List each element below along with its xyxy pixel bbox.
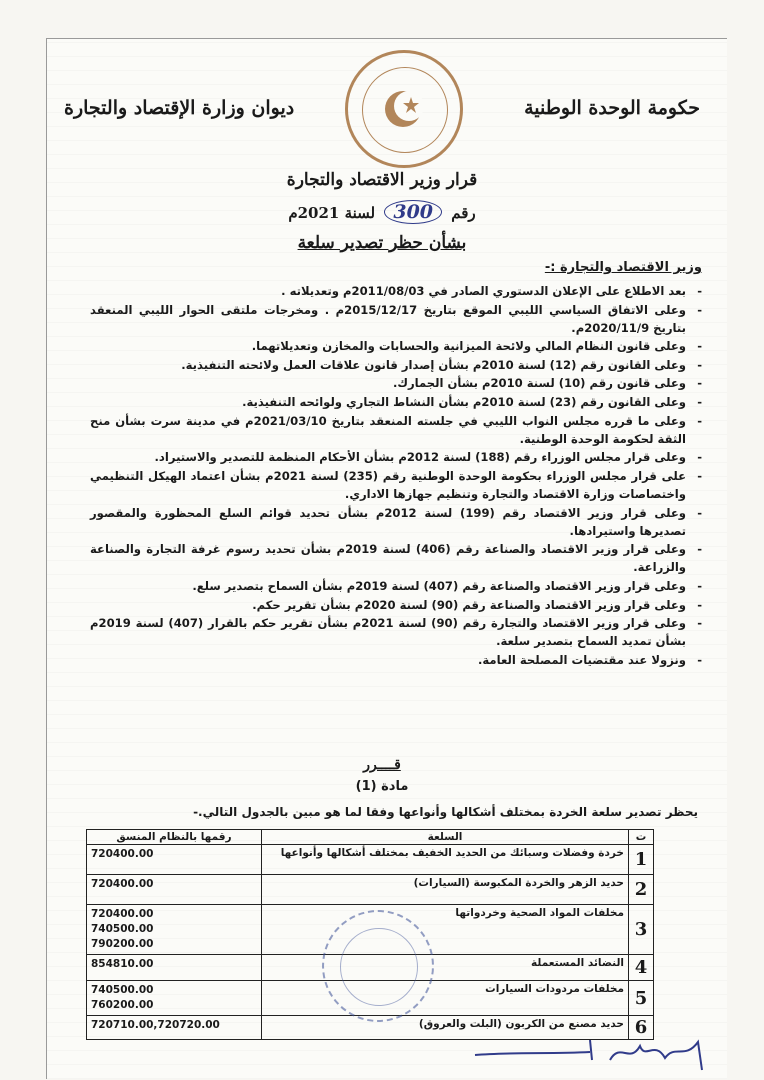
- row-goods: مخلفات المواد الصحية وخردواتها: [262, 905, 629, 955]
- official-stamp: [322, 910, 434, 1022]
- decision-subject: بشأن حظر تصدير سلعة: [297, 233, 467, 253]
- clause: - وعلى قرار وزير الاقتصاد رقم (199) لسنة 2012م بشأن تحديد قوائم السلع المحظورة والمقصور تصديرها واستيرادها.: [90, 504, 702, 540]
- number-prefix: رقم: [451, 204, 476, 222]
- emblem-logo: [345, 50, 463, 168]
- row-goods: حديد الزهر والخردة المكبوسة (السيارات): [262, 875, 629, 905]
- row-codes: 740500.00 760200.00: [87, 981, 262, 1016]
- decision-title: قرار وزير الاقتصاد والتجارة: [286, 170, 478, 190]
- decision-year: لسنة 2021م: [288, 204, 376, 222]
- clause: - وعلى القانون رقم (12) لسنة 2010م بشأن إصدار قانون علاقات العمل ولائحته التنفيذية.: [90, 356, 702, 374]
- decided-heading: قــــرر: [363, 757, 401, 773]
- clause: - وعلى القانون رقم (23) لسنة 2010م بشأن النشاط التجاري ولوائحه التنفيذية.: [90, 393, 702, 411]
- clause: - وعلى قرار وزير الاقتصاد والتجارة رقم (90) لسنة 2021م بشأن تقرير حكم بالقرار (407) لسنة 2019م بشأن تمديد السماح بتصدير سلعة.: [90, 614, 702, 650]
- preamble-clauses: [90, 282, 702, 669]
- table-row: [87, 845, 654, 875]
- signature: [470, 1030, 720, 1075]
- crescent-star-icon: [348, 53, 460, 165]
- header-ministry: ديوان وزارة الإقتصاد والتجارة: [64, 97, 295, 119]
- clause: - وعلى قرار وزير الاقتصاد والصناعة رقم (90) لسنة 2020م بشأن تقرير حكم.: [90, 596, 702, 614]
- row-index: 2: [629, 875, 654, 905]
- article-heading: مادة (1): [355, 779, 409, 794]
- row-codes: 720710.00,720720.00: [87, 1016, 262, 1040]
- row-goods: مخلفات مردودات السيارات: [262, 981, 629, 1016]
- clause: - وعلى قرار وزير الاقتصاد والصناعة رقم (406) لسنة 2019م بشأن تحديد رسوم غرفة التجارة والصناعة والزراعة.: [90, 540, 702, 576]
- row-index: 3: [629, 905, 654, 955]
- row-index: 4: [629, 955, 654, 981]
- row-goods: حديد مصنع من الكربون (البلت والعروق): [262, 1016, 629, 1040]
- row-index: 6: [629, 1016, 654, 1040]
- row-codes: 720400.00: [87, 875, 262, 905]
- clause: - وعلى الاتفاق السياسي الليبي الموقع بتاريخ 2015/12/17م . ومخرجات ملتقى الحوار الليبي المنعقد بتاريخ 2020/11/9م.: [90, 301, 702, 337]
- row-index: 1: [629, 845, 654, 875]
- table-header-row: [87, 830, 654, 845]
- row-codes: 720400.00: [87, 845, 262, 875]
- clause: - وعلى ما قرره مجلس النواب الليبي في جلسته المنعقد بتاريخ 2021/03/10م في مدينة سرت بشأن منح الثقة لحكومة الوحدة الوطنية.: [90, 412, 702, 448]
- row-index: 5: [629, 981, 654, 1016]
- clause: - وعلى قانون النظام المالي ولائحة الميزانية والحسابات والمخازن وتعديلاتهما.: [90, 337, 702, 355]
- clause: - على قرار مجلس الوزراء بحكومة الوحدة الوطنية رقم (235) لسنة 2021م بشأن اعتماد الهيكل التنظيمي واختصاصات وزارة الاقتصاد والتجارة وتنظيم جهازها الاداري.: [90, 467, 702, 503]
- row-goods: النضائد المستعملة: [262, 955, 629, 981]
- clause: - بعد الاطلاع على الإعلان الدستوري الصادر في 2011/08/03م وتعديلاته .: [90, 282, 702, 300]
- minister-heading: وزير الاقتصاد والتجارة :-: [544, 260, 702, 275]
- article-text: يحظر تصدير سلعة الخردة بمختلف أشكالها وأنواعها وفقا لما هو مبين بالجدول التالي.-: [193, 805, 698, 819]
- header-codes: رقمها بالنظام المنسق: [87, 830, 262, 845]
- header-index: ت: [629, 830, 654, 845]
- row-codes: 854810.00: [87, 955, 262, 981]
- row-goods: خردة وفضلات وسبائك من الحديد الخفيف بمختلف أشكالها وأنواعها: [262, 845, 629, 875]
- table-row: [87, 875, 654, 905]
- row-codes: 720400.00 740500.00 790200.00: [87, 905, 262, 955]
- clause: - وعلى قانون رقم (10) لسنة 2010م بشأن الجمارك.: [90, 374, 702, 392]
- clause: - وعلى قرار مجلس الوزراء رقم (188) لسنة 2012م بشأن الأحكام المنظمة للتصدير والاستيراد.: [90, 448, 702, 466]
- clause: - وعلى قرار وزير الاقتصاد والصناعة رقم (407) لسنة 2019م بشأن السماح بتصدير سلع.: [90, 577, 702, 595]
- decision-number: 300: [384, 200, 442, 224]
- decision-number-line: [0, 200, 764, 224]
- header-government: حكومة الوحدة الوطنية: [524, 97, 700, 119]
- clause: - ونزولا عند مقتضيات المصلحة العامة.: [90, 651, 702, 669]
- header-goods: السلعة: [262, 830, 629, 845]
